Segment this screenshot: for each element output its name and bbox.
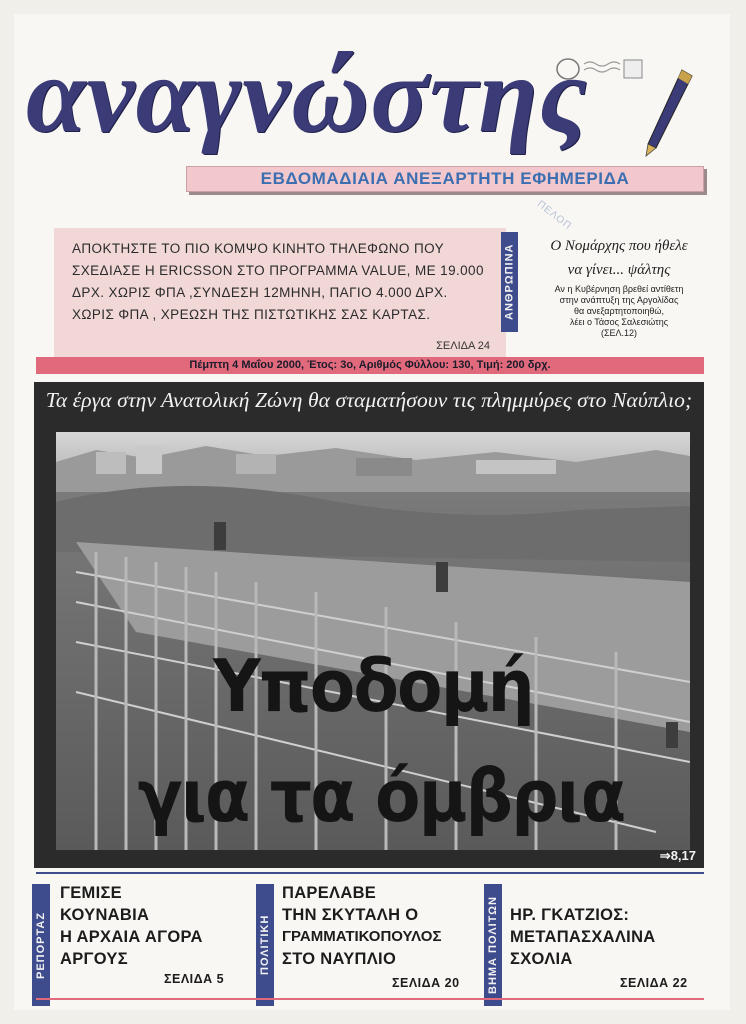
main-story[interactable] (34, 382, 704, 868)
ad-text (72, 238, 492, 326)
nomarch-teaser[interactable] (529, 234, 709, 339)
fountain-pen-icon (636, 66, 696, 158)
teaser-title-line: ΣΧΟΛΙΑ (510, 950, 573, 968)
ad-line: ΑΠΟΚΤΗΣΤΕ ΤΟ ΠΙΟ ΚΟΜΨΟ ΚΙΝΗΤΟ ΤΗΛΕΦΩΝΟ ΠΟΥ (72, 241, 444, 256)
ghost-watermark-text: ΠΕΛΟΠ (534, 198, 574, 233)
teaser-title-line: ΑΡΓΟΥΣ (60, 950, 128, 968)
teaser-politiki[interactable] (282, 882, 482, 970)
teaser-page-ref: ΣΕΛΙΔΑ 22 (620, 976, 688, 990)
ad-page-ref: ΣΕΛΙΔΑ 24 (436, 340, 490, 352)
teaser-title-line: ΜΕΤΑΠΑΣΧΑΛΙΝΑ (510, 928, 656, 946)
main-page-ref: ⇒8,17 (659, 848, 696, 863)
teaser-title-line: Η ΑΡΧΑΙΑ ΑΓΟΡΑ (60, 928, 203, 946)
issue-dateline: Πέμπτη 4 Μαΐου 2000, Έτος: 3ο, Αριθμός Φύλλου: 130, Τιμή: 200 δρχ. (36, 357, 704, 374)
teaser-body-line: λέει ο Τάσος Σαλεσιώτης (569, 317, 669, 327)
teaser-page-ref: ΣΕΛΙΔΑ 20 (392, 976, 460, 990)
section-tag-anthropina: ΑΝΘΡΩΠΙΝΑ (501, 232, 518, 332)
main-headline: Τα έργα στην Ανατολική Ζώνη θα σταματήσουν τις πλημμύρες στο Ναύπλιο; (45, 388, 693, 412)
ad-line: ΧΩΡΙΣ ΦΠΑ , ΧΡΕΩΣΗ ΤΗΣ ΠΙΣΤΩΤΙΚΗΣ ΣΑΣ ΚΑΡΤΑΣ. (72, 307, 431, 322)
teaser-title-line: ΗΡ. ΓΚΑΤΖΙΟΣ: (510, 906, 630, 924)
teaser-vima-politon[interactable] (510, 904, 710, 970)
headline-line-1: Υποδομή (213, 644, 533, 728)
teaser-reportaz[interactable] (60, 882, 250, 970)
section-tag-reportaz: ΡΕΠΟΡΤΑΖ (32, 884, 50, 1006)
construction-photo (56, 432, 690, 850)
teaser-body-line: θα ανεξαρτητοποιηθώ, (574, 306, 664, 316)
teaser-title-line: ΠΑΡΕΛΑΒΕ (282, 884, 377, 902)
teaser-title-line: ΚΟΥΝΑΒΙΑ (60, 906, 150, 924)
teaser-title-line: ΣΤΟ ΝΑΥΠΛΙΟ (282, 950, 397, 968)
section-tag-politiki: ΠΟΛΙΤΙΚΗ (256, 884, 274, 1006)
newspaper-front-page (14, 14, 730, 1010)
section-tag-vima-politon: ΒΗΜΑ ΠΟΛΙΤΩΝ (484, 884, 502, 1006)
teaser-headline: Ο Νομάρχης που ήθελε (550, 238, 688, 254)
masthead-subtitle: ΕΒΔΟΜΑΔΙΑΙΑ ΑΝΕΞΑΡΤΗΤΗ ΕΦΗΜΕΡΙΔΑ (186, 166, 704, 192)
teaser-body (529, 284, 709, 339)
teaser-body-line: στην ανάπτυξη της Αργολίδας (559, 295, 679, 305)
postage-stamp-icon (554, 56, 646, 82)
masthead-title: αναγνώστης (26, 36, 588, 155)
teaser-title-line: ΓΡΑΜΜΑΤΙΚΟΠΟΥΛΟΣ (282, 928, 442, 945)
teaser-headline: να γίνει... ψάλτης (567, 262, 671, 278)
teaser-page-ref: ΣΕΛΙΔΑ 5 (164, 972, 225, 986)
divider (36, 872, 704, 874)
ad-line: ΔΡΧ. ΧΩΡΙΣ ΦΠΑ ,ΣΥΝΔΕΣΗ 12ΜΗΝΗ, ΠΑΓΙΟ 4.000 ΔΡΧ. (72, 285, 448, 300)
teaser-body-line: Αν η Κυβέρνηση βρεθεί αντίθετη (554, 284, 684, 294)
divider (36, 998, 704, 1000)
headline-line-2: για τα όμβρια (137, 754, 625, 838)
teaser-title-line: ΤΗΝ ΣΚΥΤΑΛΗ Ο (282, 906, 419, 924)
teaser-body-line: (ΣΕΛ.12) (600, 328, 638, 338)
teaser-title-line: ΓΕΜΙΣΕ (60, 884, 122, 902)
ericsson-ad (54, 228, 506, 358)
ad-line: ΣΧΕΔΙΑΣΕ Η ERICSSON ΣΤΟ ΠΡΟΓΡΑΜΜΑ VALUE, ΜΕ 19.000 (72, 263, 484, 278)
